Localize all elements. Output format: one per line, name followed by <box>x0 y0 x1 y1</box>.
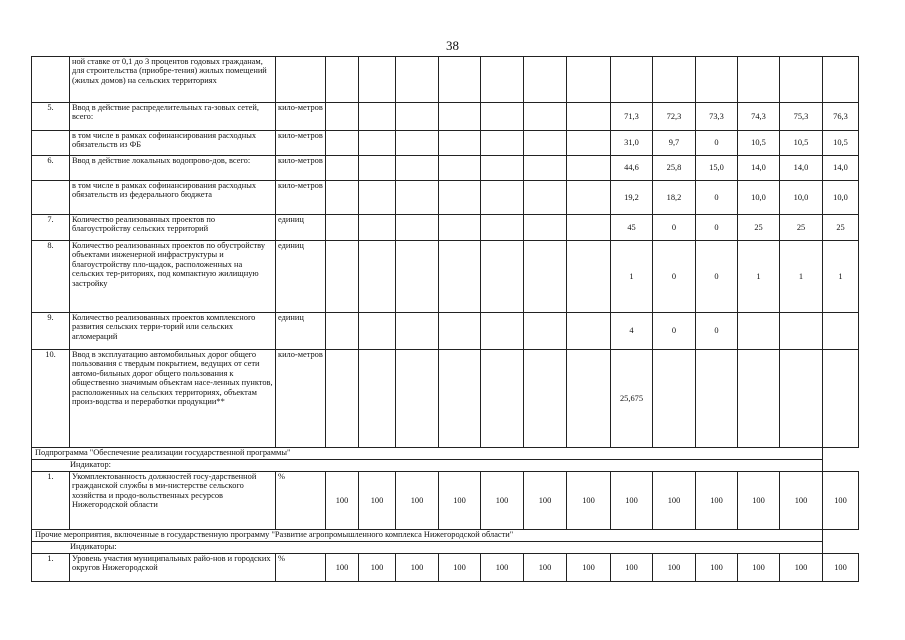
value-cell: 10,5 <box>738 131 780 156</box>
value-cell: 10,5 <box>823 131 859 156</box>
unit-cell: единиц <box>276 313 326 350</box>
value-cell <box>439 313 481 350</box>
value-cell: 31,0 <box>611 131 653 156</box>
value-cell: 44,6 <box>611 156 653 181</box>
row-number-cell: 9. <box>32 313 70 350</box>
value-cell: 100 <box>396 472 439 530</box>
value-cell <box>396 57 439 103</box>
value-cell: 25 <box>780 215 823 241</box>
value-cell: 100 <box>823 472 859 530</box>
value-cell: 100 <box>481 554 524 582</box>
value-cell: 0 <box>696 131 738 156</box>
value-cell <box>780 57 823 103</box>
value-cell: 1 <box>823 241 859 313</box>
indicator-name-cell: ной ставке от 0,1 до 3 процентов годовых гражданам, для строительства (приобре-тения) жилых помещений (жилых домов) на сельских территориях <box>70 57 276 103</box>
value-cell: 73,3 <box>696 103 738 131</box>
value-cell: 100 <box>611 472 653 530</box>
value-cell <box>611 57 653 103</box>
value-cell: 10,5 <box>780 131 823 156</box>
indicator-name-cell: Количество реализованных проектов комплексного развития сельских терри-торий или сельских агломераций <box>70 313 276 350</box>
indicator-name-cell: Уровень участия муниципальных райо-нов и городских округов Нижегородской <box>70 554 276 582</box>
row-number-cell: 1. <box>32 554 70 582</box>
section-heading: Прочие мероприятия, включенные в государственную программу "Развитие агропромышленного комплекса Нижегородской области" <box>32 530 823 542</box>
value-cell: 100 <box>653 472 696 530</box>
value-cell: 100 <box>780 472 823 530</box>
indicator-label: Индикаторы: <box>32 542 823 554</box>
value-cell: 25,8 <box>653 156 696 181</box>
section-row <box>32 530 859 542</box>
value-cell <box>481 131 524 156</box>
unit-cell: % <box>276 472 326 530</box>
value-cell: 14,0 <box>823 156 859 181</box>
indicator-row <box>32 542 859 554</box>
indicator-name-cell: в том числе в рамках софинансирования расходных обязательств из федерального бюджета <box>70 181 276 215</box>
value-cell <box>738 313 780 350</box>
page-number: 38 <box>446 38 459 53</box>
value-cell <box>396 215 439 241</box>
row-number-cell <box>32 131 70 156</box>
value-cell: 100 <box>524 554 567 582</box>
value-cell <box>653 350 696 448</box>
value-cell <box>439 241 481 313</box>
value-cell: 100 <box>326 554 359 582</box>
value-cell <box>326 156 359 181</box>
value-cell: 10,0 <box>738 181 780 215</box>
value-cell: 100 <box>396 554 439 582</box>
value-cell <box>359 215 396 241</box>
table-row <box>32 472 859 530</box>
value-cell: 0 <box>696 181 738 215</box>
value-cell: 0 <box>696 241 738 313</box>
value-cell <box>524 181 567 215</box>
value-cell: 100 <box>653 554 696 582</box>
value-cell <box>524 350 567 448</box>
value-cell: 100 <box>567 472 611 530</box>
value-cell <box>396 131 439 156</box>
indicator-name-cell: Ввод в действие распределительных га-зовых сетей, всего: <box>70 103 276 131</box>
indicator-name-cell: в том числе в рамках софинансирования расходных обязательств из ФБ <box>70 131 276 156</box>
value-cell <box>481 181 524 215</box>
value-cell <box>567 241 611 313</box>
value-cell: 10,0 <box>780 181 823 215</box>
value-cell: 14,0 <box>738 156 780 181</box>
section-row <box>32 448 859 460</box>
value-cell <box>524 156 567 181</box>
indicator-name-cell: Количество реализованных проектов по обустройству объектами инженерной инфраструктуры и благоустройству пло-щадок, расположенных на сельских тер-риториях, под компактную жилищную застройку <box>70 241 276 313</box>
row-number-cell: 7. <box>32 215 70 241</box>
value-cell <box>359 103 396 131</box>
indicator-row <box>32 460 859 472</box>
table-row <box>32 350 859 448</box>
indicators-table <box>31 56 859 582</box>
value-cell <box>396 103 439 131</box>
row-number-cell: 5. <box>32 103 70 131</box>
value-cell <box>738 57 780 103</box>
value-cell: 19,2 <box>611 181 653 215</box>
value-cell: 9,7 <box>653 131 696 156</box>
value-cell <box>326 313 359 350</box>
indicator-name-cell: Ввод в действие локальных водопрово-дов, всего: <box>70 156 276 181</box>
value-cell <box>359 156 396 181</box>
unit-cell: кило-метров <box>276 350 326 448</box>
value-cell <box>439 156 481 181</box>
value-cell <box>326 350 359 448</box>
table-row <box>32 313 859 350</box>
value-cell <box>696 57 738 103</box>
value-cell: 18,2 <box>653 181 696 215</box>
indicator-name-cell: Количество реализованных проектов по благоустройству сельских территорий <box>70 215 276 241</box>
value-cell: 25,675 <box>611 350 653 448</box>
value-cell <box>396 156 439 181</box>
value-cell <box>524 313 567 350</box>
indicator-label: Индикатор: <box>32 460 823 472</box>
value-cell <box>524 215 567 241</box>
value-cell: 45 <box>611 215 653 241</box>
value-cell <box>481 156 524 181</box>
value-cell <box>567 57 611 103</box>
value-cell <box>567 181 611 215</box>
value-cell: 4 <box>611 313 653 350</box>
section-heading: Подпрограмма "Обеспечение реализации государственной программы" <box>32 448 823 460</box>
value-cell: 10,0 <box>823 181 859 215</box>
value-cell <box>567 215 611 241</box>
table-row <box>32 131 859 156</box>
value-cell: 100 <box>738 472 780 530</box>
value-cell <box>823 313 859 350</box>
table-row <box>32 57 859 103</box>
value-cell <box>524 103 567 131</box>
value-cell: 0 <box>696 313 738 350</box>
value-cell <box>326 57 359 103</box>
value-cell <box>567 131 611 156</box>
value-cell <box>326 241 359 313</box>
value-cell: 100 <box>359 554 396 582</box>
unit-cell: единиц <box>276 241 326 313</box>
value-cell <box>823 350 859 448</box>
value-cell: 100 <box>780 554 823 582</box>
table-row <box>32 103 859 131</box>
value-cell: 71,3 <box>611 103 653 131</box>
value-cell <box>439 215 481 241</box>
value-cell <box>396 350 439 448</box>
row-number-cell: 10. <box>32 350 70 448</box>
row-number-cell: 8. <box>32 241 70 313</box>
value-cell <box>481 57 524 103</box>
value-cell <box>396 313 439 350</box>
value-cell: 100 <box>611 554 653 582</box>
value-cell: 100 <box>326 472 359 530</box>
table-row <box>32 181 859 215</box>
value-cell: 25 <box>738 215 780 241</box>
value-cell: 14,0 <box>780 156 823 181</box>
unit-cell: % <box>276 554 326 582</box>
value-cell <box>439 181 481 215</box>
value-cell: 1 <box>780 241 823 313</box>
row-number-cell: 1. <box>32 472 70 530</box>
value-cell <box>481 103 524 131</box>
value-cell <box>567 156 611 181</box>
value-cell <box>359 241 396 313</box>
row-number-cell <box>32 181 70 215</box>
row-number-cell: 6. <box>32 156 70 181</box>
unit-cell: кило-метров <box>276 131 326 156</box>
value-cell <box>396 241 439 313</box>
value-cell: 74,3 <box>738 103 780 131</box>
value-cell: 100 <box>696 472 738 530</box>
value-cell: 0 <box>653 313 696 350</box>
value-cell <box>439 350 481 448</box>
value-cell <box>359 181 396 215</box>
value-cell <box>567 350 611 448</box>
value-cell: 100 <box>823 554 859 582</box>
value-cell: 1 <box>611 241 653 313</box>
value-cell <box>481 350 524 448</box>
value-cell: 100 <box>524 472 567 530</box>
value-cell: 100 <box>567 554 611 582</box>
unit-cell: единиц <box>276 215 326 241</box>
value-cell: 76,3 <box>823 103 859 131</box>
value-cell <box>738 350 780 448</box>
value-cell <box>567 313 611 350</box>
value-cell <box>396 181 439 215</box>
value-cell: 25 <box>823 215 859 241</box>
table-row <box>32 554 859 582</box>
unit-cell: кило-метров <box>276 103 326 131</box>
unit-cell <box>276 57 326 103</box>
value-cell: 0 <box>653 241 696 313</box>
value-cell: 72,3 <box>653 103 696 131</box>
value-cell <box>359 131 396 156</box>
value-cell <box>359 350 396 448</box>
value-cell <box>326 103 359 131</box>
value-cell <box>481 241 524 313</box>
value-cell: 15,0 <box>696 156 738 181</box>
value-cell: 0 <box>696 215 738 241</box>
value-cell <box>524 57 567 103</box>
value-cell: 100 <box>439 472 481 530</box>
value-cell: 100 <box>481 472 524 530</box>
value-cell <box>359 313 396 350</box>
value-cell <box>696 350 738 448</box>
value-cell: 100 <box>696 554 738 582</box>
value-cell <box>359 57 396 103</box>
indicator-name-cell: Укомплектованность должностей госу-дарственной гражданской службы в ми-нистерстве сельского хозяйства и продо-вольственных ресурсов Нижегородской области <box>70 472 276 530</box>
value-cell <box>326 181 359 215</box>
value-cell: 100 <box>439 554 481 582</box>
value-cell <box>524 241 567 313</box>
unit-cell: кило-метров <box>276 181 326 215</box>
value-cell: 1 <box>738 241 780 313</box>
value-cell <box>439 103 481 131</box>
value-cell <box>653 57 696 103</box>
value-cell <box>439 57 481 103</box>
table-row <box>32 156 859 181</box>
value-cell <box>439 131 481 156</box>
value-cell <box>326 215 359 241</box>
value-cell: 100 <box>359 472 396 530</box>
value-cell <box>326 131 359 156</box>
indicator-name-cell: Ввод в эксплуатацию автомобильных дорог общего пользования с твердым покрытием, ведущих от сети автомо-бильных дорог общего пользования к общественно значимым объектам насе-ленных пунктов, расположенных на сельских территориях, объектам произ-водства и переработки продукции** <box>70 350 276 448</box>
row-number-cell <box>32 57 70 103</box>
value-cell <box>780 350 823 448</box>
value-cell: 75,3 <box>780 103 823 131</box>
unit-cell: кило-метров <box>276 156 326 181</box>
value-cell <box>481 215 524 241</box>
table-row <box>32 241 859 313</box>
value-cell <box>823 57 859 103</box>
value-cell <box>524 131 567 156</box>
table-row <box>32 215 859 241</box>
value-cell <box>567 103 611 131</box>
value-cell: 100 <box>738 554 780 582</box>
value-cell <box>780 313 823 350</box>
value-cell: 0 <box>653 215 696 241</box>
value-cell <box>481 313 524 350</box>
